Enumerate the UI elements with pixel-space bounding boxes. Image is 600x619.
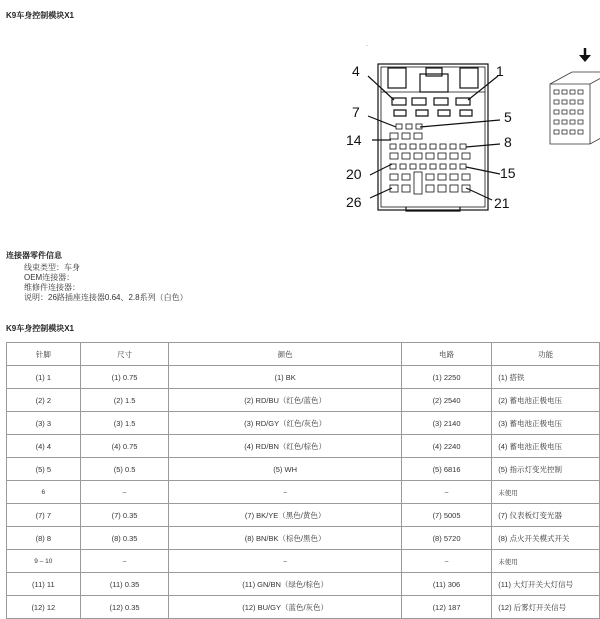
cell-circuit: (7) 5005 bbox=[401, 504, 491, 527]
header-function: 功能 bbox=[492, 343, 600, 366]
cell-function: (4) 蓄电池正极电压 bbox=[492, 435, 600, 458]
pin-label-1: 1 bbox=[496, 63, 504, 79]
cell-pin: (7) 7 bbox=[7, 504, 81, 527]
cell-circuit: (12) 187 bbox=[401, 596, 491, 619]
cell-circuit: – bbox=[401, 481, 491, 504]
cell-size: (5) 0.5 bbox=[80, 458, 169, 481]
insertion-arrow-icon bbox=[579, 48, 591, 62]
cell-circuit: (5) 6816 bbox=[401, 458, 491, 481]
header-circuit: 电路 bbox=[401, 343, 491, 366]
cell-size: – bbox=[80, 481, 169, 504]
table-row bbox=[7, 435, 600, 458]
cell-pin: (4) 4 bbox=[7, 435, 81, 458]
cell-color: (11) GN/BN（绿色/棕色） bbox=[169, 573, 401, 596]
cell-pin: (11) 11 bbox=[7, 573, 81, 596]
cell-circuit: (4) 2240 bbox=[401, 435, 491, 458]
cell-color: (1) BK bbox=[169, 366, 401, 389]
info-oem-connector: OEM连接器： bbox=[24, 273, 75, 282]
cell-color: (5) WH bbox=[169, 458, 401, 481]
cell-pin: 9 – 10 bbox=[7, 550, 81, 573]
cell-size: (2) 1.5 bbox=[80, 389, 169, 412]
cell-function: (2) 蓄电池正极电压 bbox=[492, 389, 600, 412]
pin-table bbox=[6, 342, 600, 619]
cell-pin: (8) 8 bbox=[7, 527, 81, 550]
cell-size: (7) 0.35 bbox=[80, 504, 169, 527]
cell-size: – bbox=[80, 550, 169, 573]
cell-size: (3) 1.5 bbox=[80, 412, 169, 435]
cell-color: (12) BU/GY（蓝色/灰色） bbox=[169, 596, 401, 619]
cell-circuit: (11) 306 bbox=[401, 573, 491, 596]
cell-function: 未使用 bbox=[492, 550, 600, 573]
connector-3d-view bbox=[550, 72, 600, 144]
cell-function: (11) 大灯开关大灯信号 bbox=[492, 573, 600, 596]
cell-pin: (12) 12 bbox=[7, 596, 81, 619]
table-row bbox=[7, 504, 600, 527]
cell-function: (8) 点火开关模式开关 bbox=[492, 527, 600, 550]
connector-housing bbox=[378, 64, 488, 210]
cell-color: (4) RD/BN（红色/棕色） bbox=[169, 435, 401, 458]
table-row bbox=[7, 389, 600, 412]
cell-function: (7) 仪表板灯变光器 bbox=[492, 504, 600, 527]
cell-function: (1) 搭铁 bbox=[492, 366, 600, 389]
table-row bbox=[7, 412, 600, 435]
cell-color: (7) BK/YE（黑色/黄色） bbox=[169, 504, 401, 527]
table-row bbox=[7, 366, 600, 389]
table-row bbox=[7, 550, 600, 573]
table-row bbox=[7, 596, 600, 619]
pin-label-14: 14 bbox=[346, 132, 362, 148]
info-description: 说明：26路插座连接器0.64、2.8系列（白色） bbox=[24, 293, 188, 302]
connector-diagram bbox=[340, 48, 600, 223]
cell-function: 未使用 bbox=[492, 481, 600, 504]
cell-color: – bbox=[169, 481, 401, 504]
pin-label-21: 21 bbox=[494, 195, 510, 211]
header-color: 颜色 bbox=[169, 343, 401, 366]
table-row bbox=[7, 458, 600, 481]
cell-circuit: (2) 2540 bbox=[401, 389, 491, 412]
cell-color: (8) BN/BK（棕色/黑色） bbox=[169, 527, 401, 550]
connector-info-heading: 连接器零件信息 bbox=[6, 251, 62, 260]
cell-function: (5) 指示灯变光控制 bbox=[492, 458, 600, 481]
cell-color: (3) RD/GY（红色/灰色） bbox=[169, 412, 401, 435]
table-title: K9车身控制模块X1 bbox=[6, 324, 75, 333]
cell-circuit: (3) 2140 bbox=[401, 412, 491, 435]
cell-circuit: (1) 2250 bbox=[401, 366, 491, 389]
cell-pin: (1) 1 bbox=[7, 366, 81, 389]
cell-pin: (2) 2 bbox=[7, 389, 81, 412]
pin-label-20: 20 bbox=[346, 166, 362, 182]
info-harness-type: 线束类型：车身 bbox=[24, 263, 80, 272]
pin-label-15: 15 bbox=[500, 165, 516, 181]
cell-size: (4) 0.75 bbox=[80, 435, 169, 458]
pin-label-7: 7 bbox=[352, 104, 360, 120]
table-row bbox=[7, 481, 600, 504]
cell-size: (11) 0.35 bbox=[80, 573, 169, 596]
pin-label-5: 5 bbox=[504, 109, 512, 125]
cell-size: (8) 0.35 bbox=[80, 527, 169, 550]
dot-mark: · bbox=[366, 43, 368, 49]
cell-size: (1) 0.75 bbox=[80, 366, 169, 389]
table-row bbox=[7, 573, 600, 596]
cell-circuit: – bbox=[401, 550, 491, 573]
info-service-connector: 维修件连接器： bbox=[24, 283, 80, 292]
table-header-row bbox=[7, 343, 600, 366]
cell-pin: 6 bbox=[7, 481, 81, 504]
header-size: 尺寸 bbox=[80, 343, 169, 366]
pin-label-26: 26 bbox=[346, 194, 362, 210]
cell-color: – bbox=[169, 550, 401, 573]
cell-color: (2) RD/BU（红色/蓝色） bbox=[169, 389, 401, 412]
cell-circuit: (8) 5720 bbox=[401, 527, 491, 550]
cell-function: (3) 蓄电池正极电压 bbox=[492, 412, 600, 435]
pin-label-8: 8 bbox=[504, 134, 512, 150]
cell-function: (12) 后雾灯开关信号 bbox=[492, 596, 600, 619]
pin-label-4: 4 bbox=[352, 63, 360, 79]
cell-size: (12) 0.35 bbox=[80, 596, 169, 619]
header-pin: 针脚 bbox=[7, 343, 81, 366]
document-title: K9车身控制模块X1 bbox=[6, 11, 75, 20]
cell-pin: (3) 3 bbox=[7, 412, 81, 435]
cell-pin: (5) 5 bbox=[7, 458, 81, 481]
table-row bbox=[7, 527, 600, 550]
